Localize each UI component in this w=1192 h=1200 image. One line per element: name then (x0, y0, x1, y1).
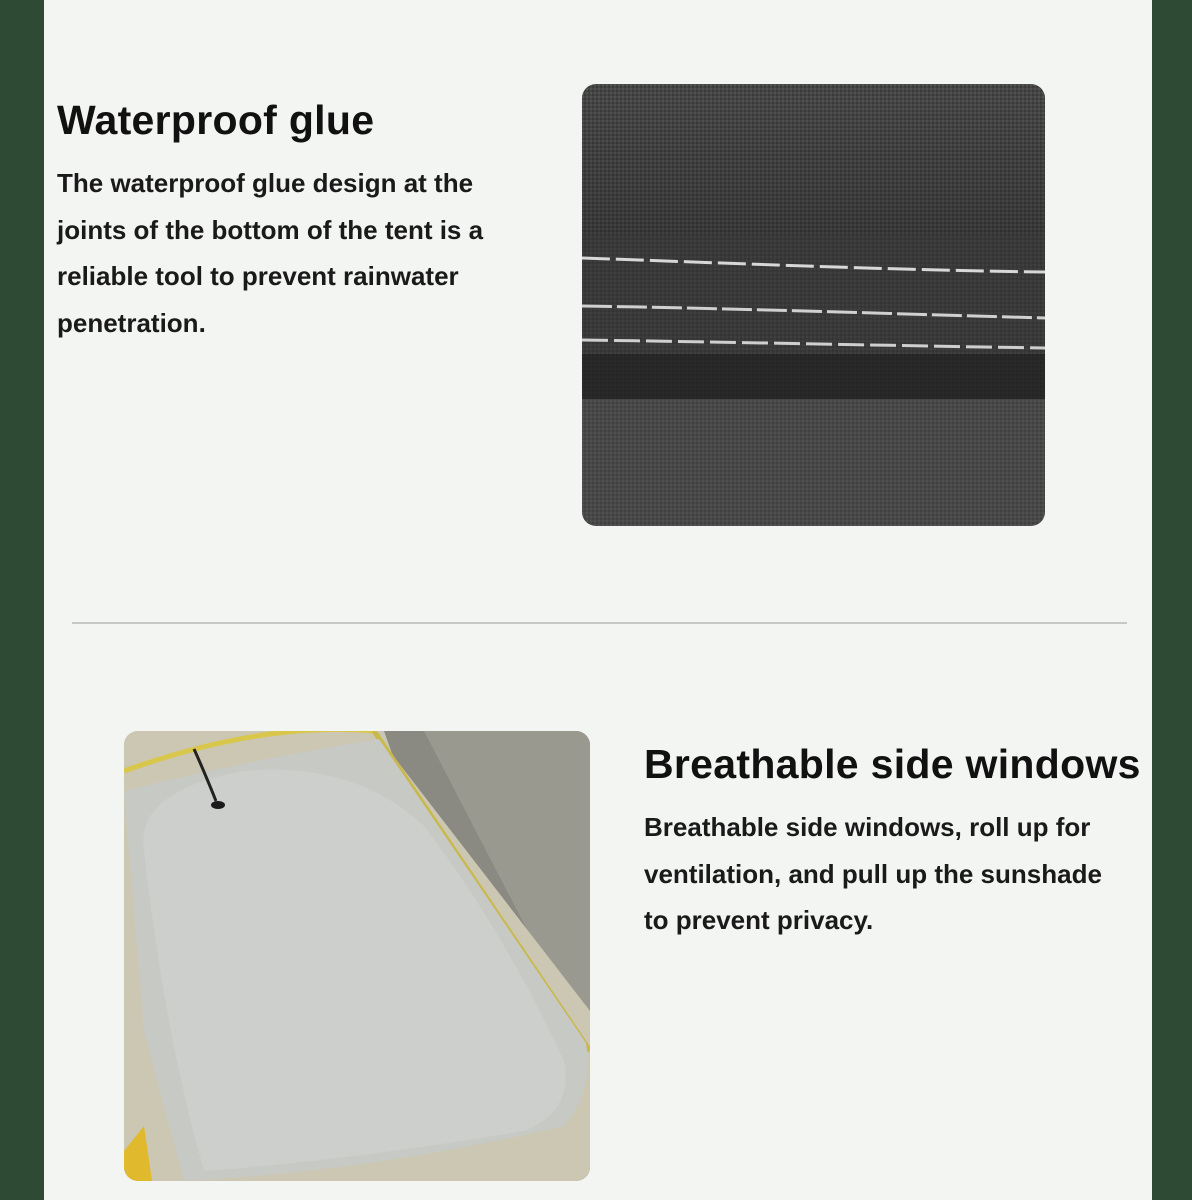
section-text-waterproof-glue: The waterproof glue design at the joints of the bottom of the tent is a reliable tool to prevent rainwater penetration. (57, 168, 484, 338)
section-divider (72, 622, 1127, 624)
side-window-photo (124, 731, 590, 1181)
seam-fabric-photo (582, 84, 1045, 526)
section-text-breathable-windows: Breathable side windows, roll up for ventilation, and pull up the sunshade to prevent privacy. (644, 812, 1102, 935)
section-title-breathable-windows: Breathable side windows (644, 741, 1141, 787)
section-title-waterproof-glue: Waterproof glue (57, 97, 375, 143)
